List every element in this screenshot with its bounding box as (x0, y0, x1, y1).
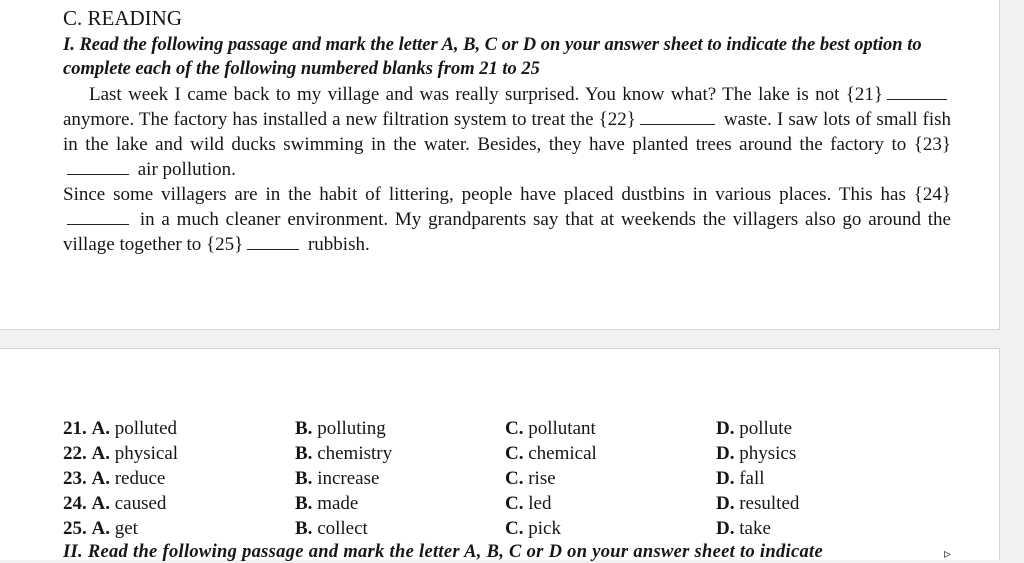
option-b: B. made (295, 493, 359, 514)
question-row (63, 491, 963, 516)
blank-22 (640, 110, 715, 125)
blank-marker-25: {25} (205, 234, 244, 255)
section-heading: C. READING (63, 6, 182, 30)
blank-marker-24: {24} (913, 184, 952, 205)
question-row (63, 441, 963, 466)
option-b: B. collect (295, 518, 368, 539)
option-c: C. rise (505, 468, 556, 489)
passage-text: in a much cleaner environment. My grandparents say that at weekends the villagers also go around the village together to (63, 209, 951, 255)
question-row (63, 416, 963, 441)
blank-21 (887, 85, 947, 100)
passage-text: anymore. The factory has installed a new filtration system to treat the (63, 109, 594, 130)
blank-marker-21: {21} (845, 84, 883, 105)
option-d: D. pollute (716, 418, 793, 439)
instruction-text: I. Read the following passage and mark the letter A, B, C or D on your answer sheet to indicate the best option to complete each of the following numbered blanks from 21 to 25 (63, 35, 922, 79)
option-d: D. take (716, 518, 771, 539)
next-section-instruction: II. Read the following passage and mark the letter A, B, C or D on your answer sheet to indicate (63, 542, 823, 562)
option-a: 21. A. polluted (63, 418, 178, 439)
blank-marker-23: {23} (913, 134, 951, 155)
passage-text: air pollution. (137, 159, 236, 180)
option-c: C. chemical (505, 443, 597, 464)
passage-text: Since some villagers are in the habit of littering, people have placed dustbins in various places. This has (63, 184, 906, 205)
passage-paragraph-2 (63, 182, 951, 257)
option-a: 23. A. reduce (63, 468, 166, 489)
option-c: C. pick (505, 518, 561, 539)
option-a: 24. A. caused (63, 493, 167, 514)
passage-text: waste. I saw lots of small fish in the lake and wild ducks swimming in the water. Besides, they have planted trees around the factory to (63, 109, 952, 155)
blank-23 (67, 160, 129, 175)
passage-text: Last week I came back to my village and was really surprised. You know what? The lake is not (89, 84, 840, 105)
cursor-icon: ▹ (944, 547, 952, 562)
question-row (63, 466, 963, 491)
option-b: B. polluting (295, 418, 386, 439)
option-a: 25. A. get (63, 518, 138, 539)
option-d: D. resulted (716, 493, 800, 514)
option-a: 22. A. physical (63, 443, 179, 464)
blank-25 (247, 235, 299, 250)
option-c: C. led (505, 493, 552, 514)
passage-text: rubbish. (307, 234, 370, 255)
option-d: D. physics (716, 443, 797, 464)
blank-marker-22: {22} (598, 109, 636, 130)
option-d: D. fall (716, 468, 765, 489)
option-b: B. chemistry (295, 443, 393, 464)
passage-paragraph-1 (63, 82, 951, 182)
question-row (63, 516, 963, 541)
answer-options (63, 416, 963, 541)
blank-24 (67, 210, 129, 225)
option-c: C. pollutant (505, 418, 596, 439)
reading-passage (63, 82, 951, 257)
option-b: B. increase (295, 468, 380, 489)
